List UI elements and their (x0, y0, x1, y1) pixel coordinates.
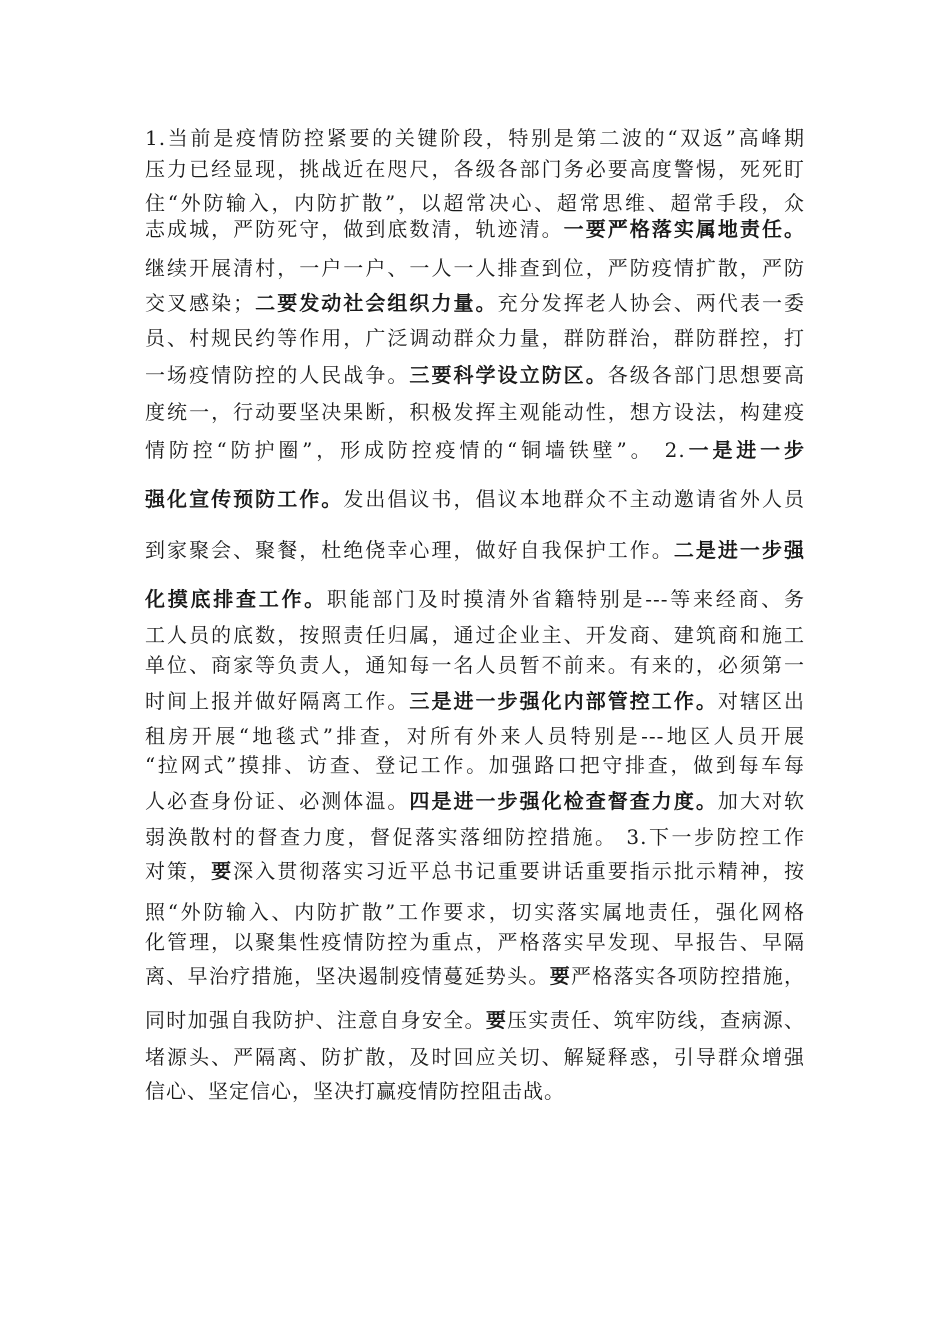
text-line (145, 929, 805, 955)
bold-text-segment: 要 (549, 964, 572, 988)
text-segment: 人必查身份证、必测体温。 (145, 789, 410, 813)
text-line (145, 752, 805, 778)
text-segment: 1.当前是疫情防控紧要的关键阶段，特别是第二波的“双返”高峰期 (145, 126, 805, 150)
text-line (145, 899, 805, 925)
text-line (145, 1007, 805, 1033)
text-line (145, 537, 805, 563)
text-segment: 离、早治疗措施，坚决遏制疫情蔓延势头。 (145, 964, 550, 988)
text-line (145, 723, 805, 749)
bold-text-segment: 强化宣传预防工作。 (145, 487, 344, 511)
text-line (145, 963, 805, 989)
text-line (145, 688, 805, 714)
text-segment: 度统一，行动要坚决果断，积极发挥主观能动性，想方设法，构建疫 (145, 400, 805, 424)
bold-text-segment: 二是进一步强 (673, 538, 806, 562)
text-line (145, 255, 805, 281)
text-line (145, 399, 805, 425)
text-segment: 压力已经显现，挑战近在咫尺，各级各部门务必要高度警惕，死死盯 (145, 157, 805, 181)
text-line (145, 824, 805, 850)
text-line (145, 788, 805, 814)
text-segment: 化管理，以聚集性疫情防控为重点，严格落实早发现、早报告、早隔 (145, 930, 805, 954)
text-line (145, 125, 805, 151)
text-segment: 同时加强自我防护、注意自身安全。 (145, 1008, 486, 1032)
text-segment: 弱涣散村的督查力度，督促落实落细防控措施。 3.下一步防控工作 (145, 825, 805, 849)
bold-text-segment: 二要发动社会组织力量。 (254, 291, 498, 315)
text-line (145, 1078, 805, 1104)
text-segment: 志成城，严防死守，做到底数清，轨迹清。 (145, 217, 564, 241)
bold-text-segment: 要 (211, 859, 234, 883)
text-line (145, 437, 805, 463)
text-segment: 各级各部门思想要高 (607, 363, 806, 387)
text-line (145, 290, 805, 316)
text-segment: 情防控“防护圈”，形成防控疫情的“铜墙铁壁”。 2. (145, 438, 686, 462)
text-segment: 继续开展清村，一户一户、一人一人排查到位，严防疫情扩散，严防 (145, 256, 805, 280)
text-line (145, 362, 805, 388)
bold-text-segment: 三是进一步强化内部管控工作。 (409, 689, 718, 713)
text-line (145, 858, 805, 884)
text-segment: 堵源头、严隔离、防扩散，及时回应关切、解疑释惑，引导群众增强 (145, 1045, 805, 1069)
text-segment: 一场疫情防控的人民战争。 (145, 363, 410, 387)
text-segment: 到家聚会、聚餐，杜绝侥幸心理，做好自我保护工作。 (145, 538, 674, 562)
text-line (145, 156, 805, 182)
bold-text-segment: 要 (485, 1008, 508, 1032)
text-line (145, 1044, 805, 1070)
text-segment: 职能部门及时摸清外省籍特别是---等来经商、务 (326, 587, 805, 611)
bold-text-segment: 一要严格落实属地责任。 (563, 217, 806, 241)
text-segment: 员、村规民约等作用，广泛调动群众力量，群防群治，群防群控，打 (145, 326, 805, 350)
text-segment: 时间上报并做好隔离工作。 (145, 689, 410, 713)
text-segment: 住“外防输入，内防扩散”，以超常决心、超常思维、超常手段，众 (145, 191, 805, 215)
text-line (145, 190, 805, 216)
bold-text-segment: 四是进一步强化检查督查力度。 (409, 789, 718, 813)
text-segment: 深入贯彻落实习近平总书记重要讲话重要指示批示精神，按 (233, 859, 806, 883)
text-segment: 对策， (145, 859, 212, 883)
text-segment: 租房开展“地毯式”排查，对所有外来人员特别是---地区人员开展 (145, 724, 805, 748)
text-segment: 充分发挥老人协会、两代表一委 (497, 291, 806, 315)
text-segment: 发出倡议书，倡议本地群众不主动邀请省外人员 (343, 487, 806, 511)
text-line (145, 622, 805, 648)
text-segment: 压实责任、筑牢防线，查病源、 (507, 1008, 806, 1032)
text-line (145, 486, 805, 512)
bold-text-segment: 三要科学设立防区。 (409, 363, 608, 387)
text-segment: 交叉感染； (145, 291, 255, 315)
text-line (145, 586, 805, 612)
text-segment: 对辖区出 (717, 689, 806, 713)
text-segment: 加大对软 (717, 789, 806, 813)
text-line (145, 216, 805, 242)
bold-text-segment: 化摸底排查工作。 (145, 587, 327, 611)
text-segment: 照“外防输入、内防扩散”工作要求，切实落实属地责任，强化网格 (145, 900, 805, 924)
text-segment: 信心、坚定信心，坚决打赢疫情防控阻击战。 (145, 1079, 565, 1103)
text-segment: “拉网式”摸排、访查、登记工作。加强路口把守排查，做到每车每 (145, 753, 805, 777)
text-segment: 工人员的底数，按照责任归属，通过企业主、开发商、建筑商和施工 (145, 623, 805, 647)
text-line (145, 325, 805, 351)
text-line (145, 652, 805, 678)
text-segment: 单位、商家等负责人，通知每一名人员暂不前来。有来的，必须第一 (145, 653, 805, 677)
bold-text-segment: 一是进一步 (685, 438, 806, 462)
text-segment: 严格落实各项防控措施， (571, 964, 806, 988)
